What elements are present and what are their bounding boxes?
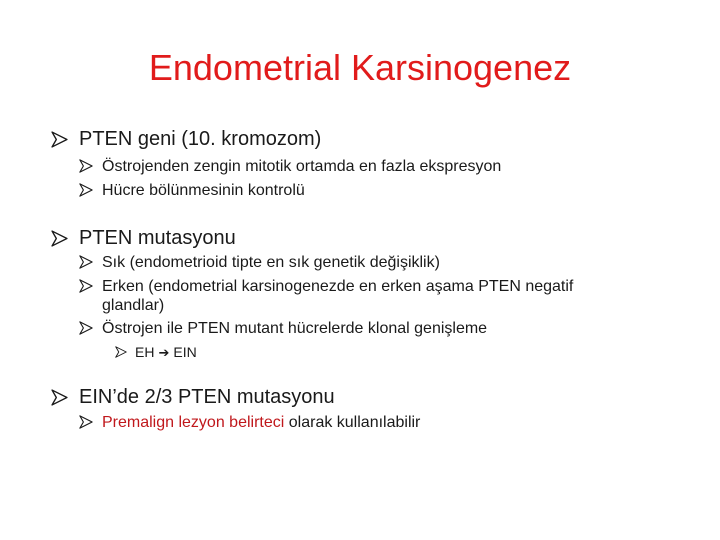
bullet-text: Hücre bölünmesinin kontrolü bbox=[102, 182, 305, 199]
sub-bullet-eh-ein bbox=[115, 344, 197, 361]
bullet-early-continuation bbox=[102, 296, 164, 315]
arrowhead-bullet-icon bbox=[79, 415, 102, 429]
bullet-estrogen-expression bbox=[79, 157, 501, 176]
arrowhead-bullet-icon bbox=[79, 159, 102, 173]
bullet-text: PTEN mutasyonu bbox=[79, 227, 236, 249]
right-arrow-icon: ➔ bbox=[158, 345, 170, 360]
ein-label: EIN bbox=[173, 344, 197, 360]
bullet-pten-gene bbox=[51, 127, 321, 151]
bullet-ein-mutation bbox=[51, 385, 335, 409]
arrowhead-bullet-icon bbox=[79, 183, 102, 197]
bullet-text: EIN’de 2/3 PTEN mutasyonu bbox=[79, 386, 335, 408]
bullet-text: Erken (endometrial karsinogenezde en erken aşama PTEN negatif bbox=[102, 278, 574, 295]
highlighted-text: Premalign lezyon belirteci bbox=[102, 414, 285, 431]
plain-text: olarak kullanılabilir bbox=[284, 414, 421, 431]
bullet-cell-division bbox=[79, 181, 305, 200]
bullet-text: PTEN geni (10. kromozom) bbox=[79, 128, 322, 150]
eh-label: EH bbox=[135, 344, 155, 360]
arrowhead-bullet-icon bbox=[51, 230, 79, 247]
bullet-early bbox=[79, 277, 573, 296]
bullet-premalignant-marker bbox=[79, 413, 420, 432]
arrowhead-bullet-icon bbox=[79, 321, 102, 335]
bullet-text bbox=[102, 413, 420, 432]
bullet-text: Östrojenden zengin mitotik ortamda en fazla ekspresyon bbox=[102, 158, 502, 175]
slide-title: Endometrial Karsinogenez bbox=[148, 47, 572, 88]
bullet-frequent bbox=[79, 253, 440, 272]
arrowhead-bullet-icon bbox=[115, 346, 135, 358]
bullet-text bbox=[135, 344, 197, 361]
bullet-text: Östrojen ile PTEN mutant hücrelerde klonal genişleme bbox=[102, 320, 488, 337]
bullet-text: Sık (endometrioid tipte en sık genetik değişiklik) bbox=[102, 254, 440, 271]
arrowhead-bullet-icon bbox=[79, 255, 102, 269]
bullet-pten-mutation bbox=[51, 226, 236, 250]
arrowhead-bullet-icon bbox=[51, 131, 79, 148]
arrowhead-bullet-icon bbox=[79, 279, 102, 293]
bullet-estrogen-clonal bbox=[79, 319, 487, 338]
bullet-text: glandlar) bbox=[102, 297, 165, 314]
arrowhead-bullet-icon bbox=[51, 389, 79, 406]
